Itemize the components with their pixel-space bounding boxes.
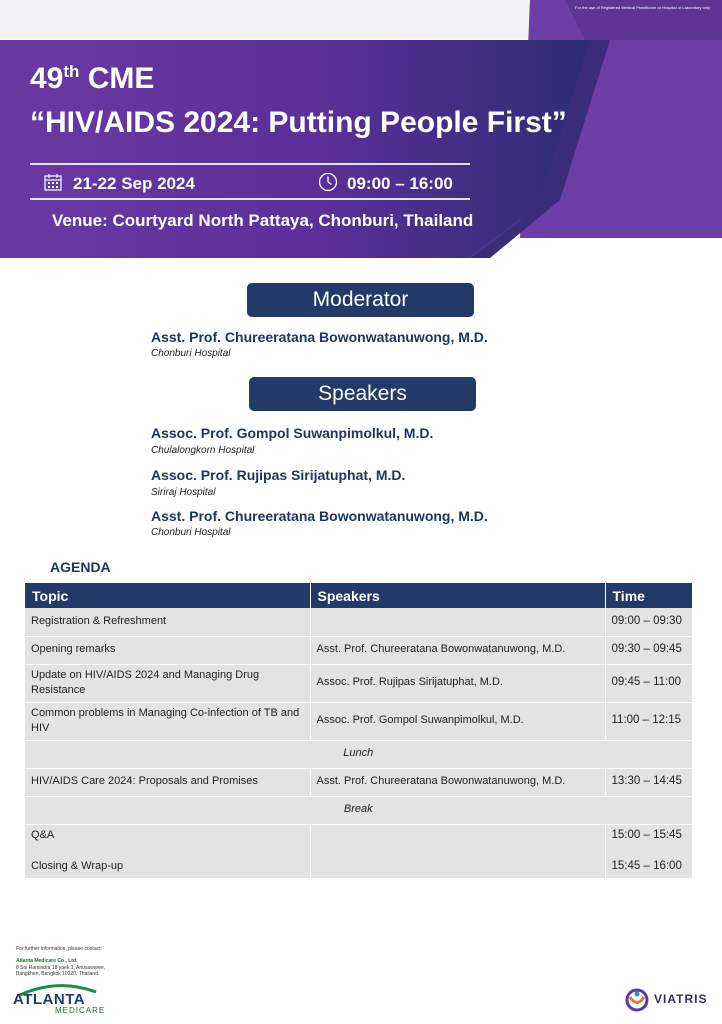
event-title: “HIV/AIDS 2024: Putting People First” [30, 106, 567, 139]
contact-heading: For further information, please contact: [16, 946, 102, 952]
clock-icon [318, 172, 338, 192]
event-date: 21-22 Sep 2024 [73, 174, 195, 193]
speaker-affiliation: Chulalongkorn Hospital [151, 445, 255, 456]
table-row [25, 664, 692, 702]
moderator-name: Asst. Prof. Chureeratana Bowonwatanuwong, M.D. [151, 329, 488, 345]
table-row [25, 608, 692, 636]
edition-number: 49 [30, 62, 64, 95]
company-name: Atlanta Medicare Co., Ltd. [16, 958, 78, 964]
atlanta-logo-sub: MEDICARE [55, 1006, 106, 1015]
row-speaker [310, 608, 605, 636]
speakers-pill: Speakers [249, 377, 476, 411]
row-topic [25, 824, 310, 879]
agenda-heading: AGENDA [50, 559, 111, 575]
qa-topic: Q&A [31, 829, 55, 842]
speaker-name: Asst. Prof. Chureeratana Bowonwatanuwong, M.D. [151, 508, 488, 524]
row-speaker: Asst. Prof. Chureeratana Bowonwatanuwong, M.D. [310, 636, 605, 664]
viatris-logo-name: VIATRIS [654, 992, 708, 1006]
col-speakers: Speakers [310, 583, 605, 608]
col-time: Time [605, 583, 692, 608]
edition-title [30, 62, 154, 96]
fineprint: For the use of Registered Medical Practitioner or Hospital or Laboratory only [575, 5, 710, 10]
row-topic: Common problems in Managing Co-infection of TB and HIV [25, 702, 310, 740]
table-row-break [25, 796, 692, 824]
calendar-icon [44, 173, 62, 191]
lunch-break: Lunch [25, 740, 692, 768]
row-speaker [310, 824, 605, 879]
row-time: 09:45 – 11:00 [605, 664, 692, 702]
agenda-header-row [25, 583, 692, 608]
row-topic: Registration & Refreshment [25, 608, 310, 636]
row-time: 09:30 – 09:45 [605, 636, 692, 664]
header-banner [0, 0, 722, 262]
row-speaker: Assoc. Prof. Gompol Suwanpimolkul, M.D. [310, 702, 605, 740]
speaker-name: Assoc. Prof. Rujipas Sirijatuphat, M.D. [151, 467, 406, 483]
divider-bottom [30, 198, 470, 200]
address-line-2: Bangkhen, Bangkok 10220, Thailand. [16, 971, 100, 977]
edition-suffix: th [63, 62, 80, 81]
divider-top [30, 163, 470, 165]
row-topic: HIV/AIDS Care 2024: Proposals and Promises [25, 768, 310, 796]
atlanta-logo-name: ATLANTA [13, 991, 86, 1008]
speaker-affiliation: Chonburi Hospital [151, 527, 231, 538]
row-time: 09:00 – 09:30 [605, 608, 692, 636]
moderator-affiliation: Chonburi Hospital [151, 348, 231, 359]
row-time: 13:30 – 14:45 [605, 768, 692, 796]
table-row [25, 768, 692, 796]
table-row [25, 824, 692, 879]
col-topic: Topic [25, 583, 310, 608]
address-line-1: 8 Soi Ramindra 18 yaek 1, Anusawaree, [16, 964, 106, 971]
viatris-logo-icon [625, 988, 649, 1012]
event-venue: Venue: Courtyard North Pattaya, Chonburi, Thailand [52, 211, 474, 230]
event-time: 09:00 – 16:00 [347, 174, 453, 193]
qa-time: 15:00 – 15:45 [611, 828, 682, 841]
speaker-affiliation: Siriraj Hospital [151, 487, 216, 498]
row-speaker: Assoc. Prof. Rujipas Sirijatuphat, M.D. [310, 664, 605, 702]
speaker-name: Assoc. Prof. Gompol Suwanpimolkul, M.D. [151, 425, 434, 441]
closing-topic: Closing & Wrap-up [31, 860, 124, 873]
closing-time: 15:45 – 16:00 [611, 860, 682, 873]
row-time [605, 824, 692, 879]
coffee-break: Break [25, 796, 692, 824]
table-row [25, 702, 692, 740]
contact-address [16, 958, 105, 978]
row-topic: Opening remarks [25, 636, 310, 664]
row-topic: Update on HIV/AIDS 2024 and Managing Drug Resistance [25, 664, 310, 702]
agenda-table [25, 583, 693, 879]
table-row [25, 636, 692, 664]
row-time: 11:00 – 12:15 [605, 702, 692, 740]
moderator-pill: Moderator [247, 283, 474, 317]
edition-label: CME [87, 62, 155, 95]
row-speaker: Asst. Prof. Chureeratana Bowonwatanuwong, M.D. [310, 768, 605, 796]
table-row-lunch [25, 740, 692, 768]
